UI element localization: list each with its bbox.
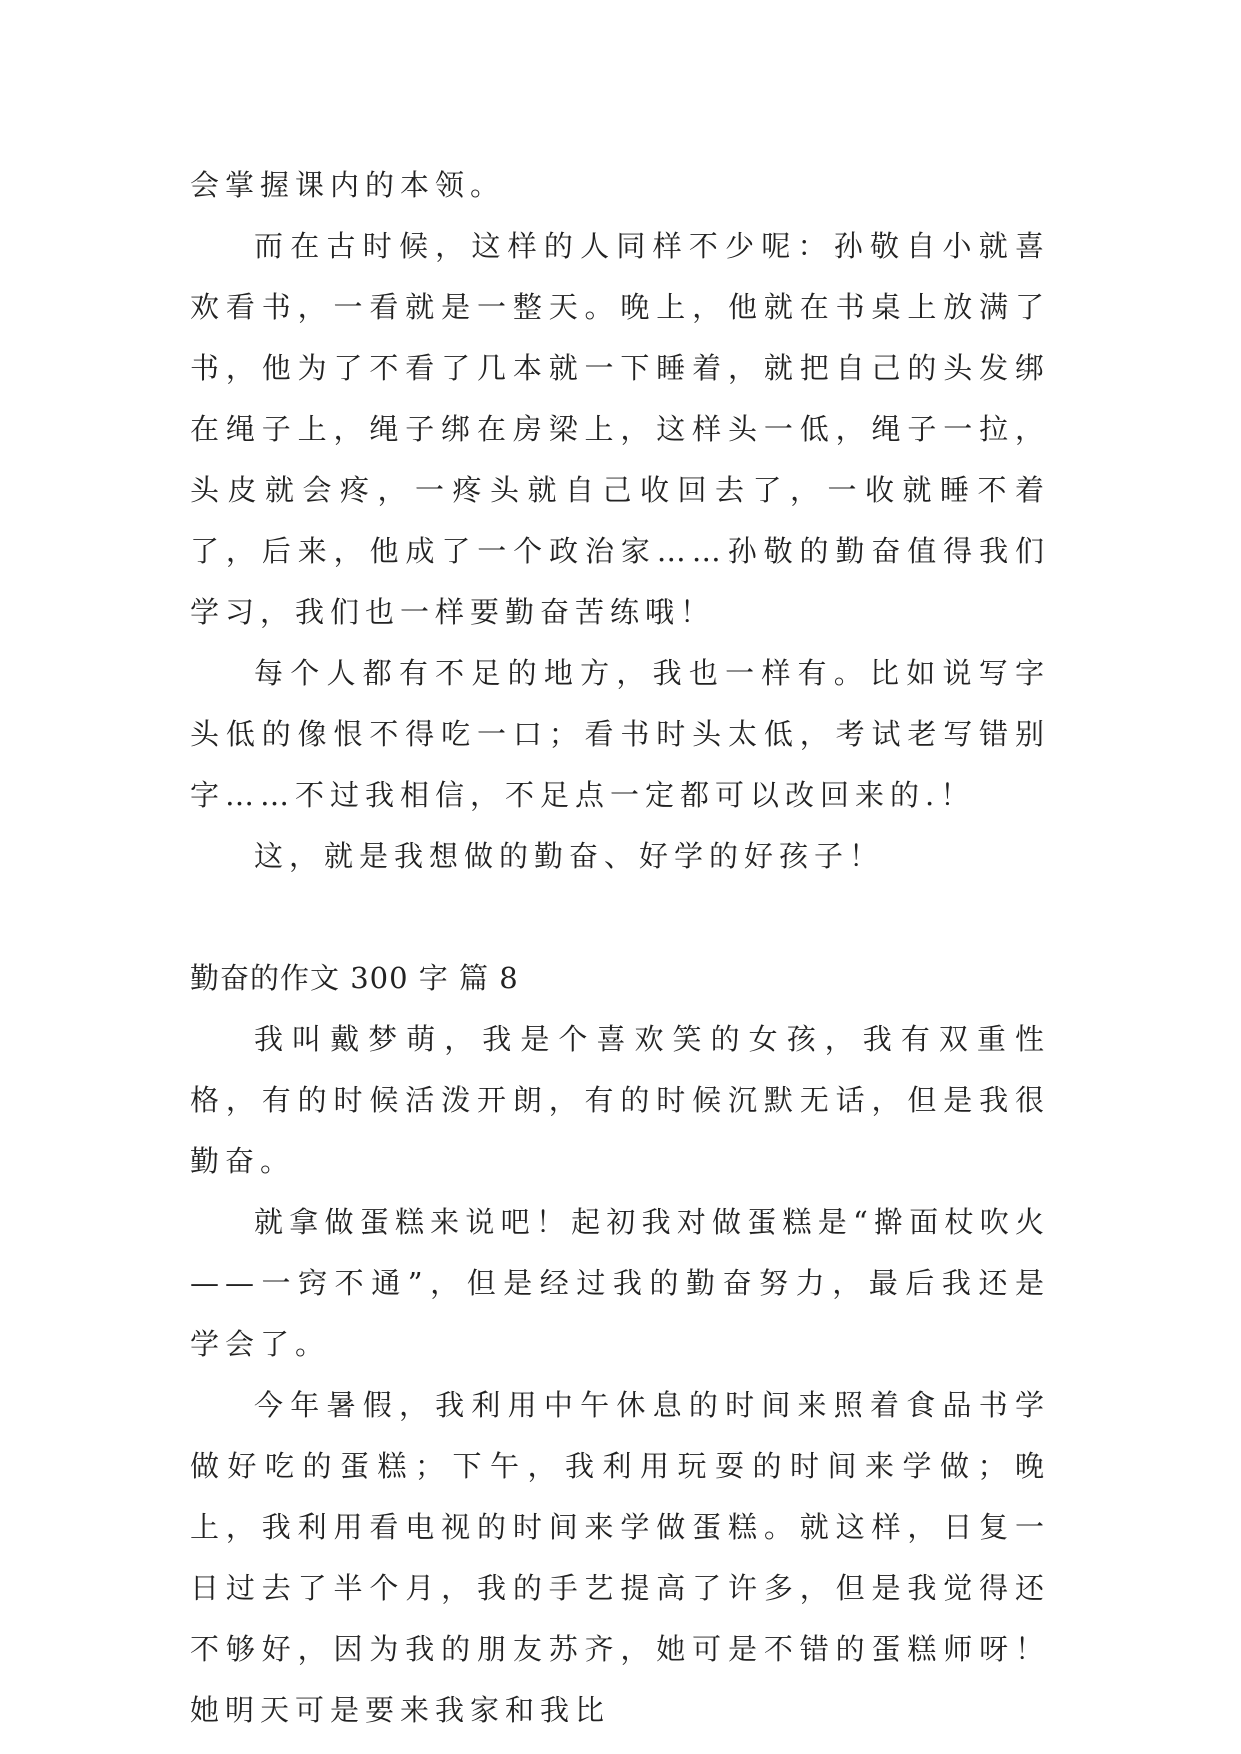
paragraph-intro: 我叫戴梦萌，我是个喜欢笑的女孩，我有双重性格，有的时候活泼开朗，有的时候沉默无话，但是我很勤奋。 [190,1022,1050,1178]
document-body [190,155,1050,1741]
paragraph-summer: 今年暑假，我利用中午休息的时间来照着食品书学做好吃的蛋糕；下午，我利用玩耍的时间来学做；晚上，我利用看电视的时间来学做蛋糕。就这样，日复一日过去了半个月，我的手艺提高了许多，但是我觉得还不够好，因为我的朋友苏齐，她可是不错的蛋糕师呀！她明天可是要来我家和我比 [190,1388,1050,1727]
paragraph-cake: 就拿做蛋糕来说吧！起初我对做蛋糕是“擀面杖吹火——一窍不通”，但是经过我的勤奋努力，最后我还是学会了。 [190,1205,1050,1361]
paragraph-continued: 会掌握课内的本领。 [190,168,506,202]
paragraph-sun-jing: 而在古时候，这样的人同样不少呢：孙敬自小就喜欢看书，一看就是一整天。晚上，他就在书桌上放满了书，他为了不看了几本就一下睡着，就把自己的头发绑在绳子上，绳子绑在房梁上，这样头一低，绳子一拉，头皮就会疼，一疼头就自己收回去了，一收就睡不着了，后来，他成了一个政治家……孙敬的勤奋值得我们学习，我们也一样要勤奋苦练哦！ [190,229,1050,629]
paragraph-shortcomings: 每个人都有不足的地方，我也一样有。比如说写字头低的像恨不得吃一口；看书时头太低，考试老写错别字……不过我相信，不足点一定都可以改回来的.！ [190,656,1050,812]
essay-title: 勤奋的作文 300 字 篇 8 [190,961,519,995]
paragraph-conclusion: 这，就是我想做的勤奋、好学的好孩子！ [254,839,885,873]
